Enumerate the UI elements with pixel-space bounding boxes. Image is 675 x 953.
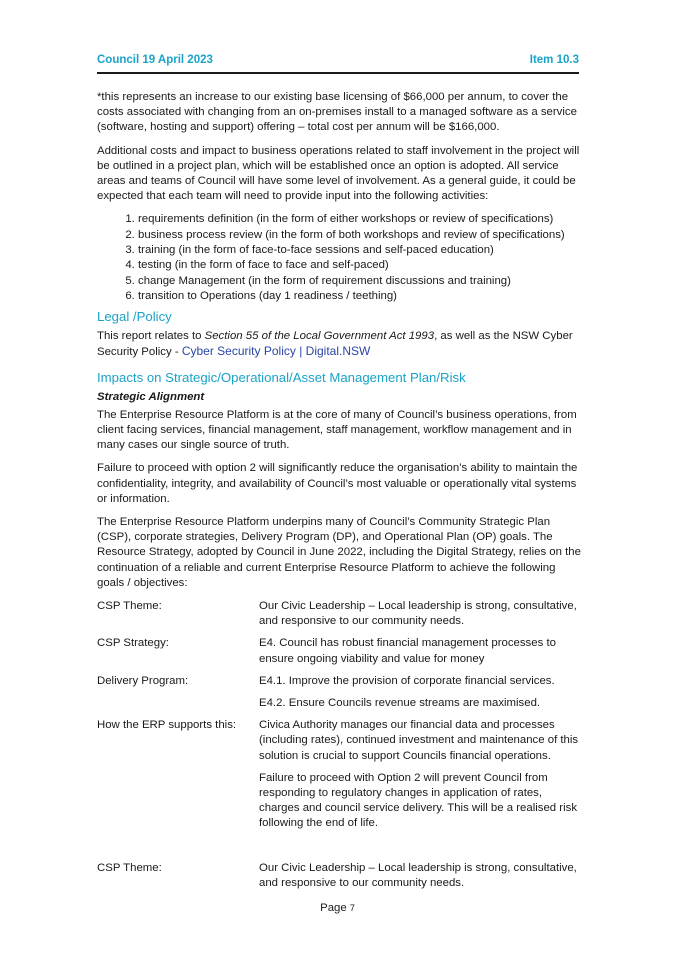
alignment-value [259,674,582,711]
additional-costs-paragraph: Additional costs and impact to business operations related to staff involvement in the project will be outlined in a project plan, which will be established once an option is adopted. All service areas and teams of Council will have some level of involvement. As a general guide, it could be expected that each team will need to provide input into the following activities: [97,144,580,203]
list-item: 1. requirements definition (in the form of either workshops or review of specifications) [138,212,582,227]
cyber-security-policy-link[interactable]: Cyber Security Policy | Digital.NSW [181,344,371,359]
act-reference: Section 55 of the Local Government Act 1993 [204,330,435,343]
erp-underpins-paragraph: The Enterprise Resource Platform underpins many of Council’s Community Strategic Plan (CSP), corporate strategies, Delivery Program (DP), and Operational Plan (OP) goals. The Resource Strategy, adopted by Council in June 2022, including the Digital Strategy, relies on the continuation of a reliable and current Enterprise Resource Platform to achieve the following goals / objectives: [97,516,581,589]
alignment-value [259,636,582,666]
list-item: 3. training (in the form of face-to-face sessions and self-paced education) [138,243,582,258]
alignment-label: How the ERP supports this: [97,719,237,732]
failure-paragraph: Failure to proceed with option 2 will significantly reduce the organisation’s ability to maintain the confidentiality, integrity, and availability of Council’s most valuable or operationally vital systems or information. [97,462,578,505]
header-meeting-date: Council 19 April 2023 [97,54,213,66]
page-footer [0,902,675,914]
alignment-row [97,636,582,666]
alignment-text: E4. Council has robust financial management processes to ensure ongoing viability and value for money [259,637,556,665]
alignment-label: CSP Theme: [97,600,162,613]
strategic-alignment-subheading: Strategic Alignment [97,390,205,403]
list-item: 4. testing (in the form of face to face and self-paced) [138,258,582,273]
alignment-row [97,861,582,891]
legal-paragraph [97,329,582,360]
licensing-paragraph: *this represents an increase to our existing base licensing of $66,000 per annum, to cover the costs associated with changing from an on-premises install to a managed software as a service (software, hosting and support) offering – total cost per annum will be $166,000. [97,91,577,134]
alignment-row [97,718,582,831]
erp-core-paragraph: The Enterprise Resource Platform is at the core of many of Council’s business operations, from client facing services, financial management, staff management, workflow management and in many cases our single source of truth. [97,408,577,452]
legal-policy-heading: Legal /Policy [97,309,172,325]
list-item: 5. change Management (in the form of requirement discussions and training) [138,274,582,289]
list-item: 6. transition to Operations (day 1 readiness / teething) [138,289,582,304]
alignment-text: Our Civic Leadership – Local leadership is strong, consultative, and responsive to our community needs. [259,600,577,628]
alignment-label: CSP Theme: [97,861,162,874]
section-spacer [97,839,582,861]
alignment-value [259,718,582,831]
alignment-text: E4.2. Ensure Councils revenue streams are maximised. [259,697,541,710]
alignment-label: Delivery Program: [97,674,189,687]
alignment-text: Our Civic Leadership – Local leadership is strong, consultative, and responsive to our community needs. [259,861,577,889]
alignment-value [259,599,582,629]
page-label: Page [320,902,347,914]
impacts-heading: Impacts on Strategic/Operational/Asset Management Plan/Risk [97,369,466,385]
activities-list [97,212,582,304]
header-item-number: Item 10.3 [529,54,579,66]
alignment-value [259,861,582,891]
legal-text-after: , as well as the NSW Cyber Security Policy - [97,330,573,359]
legal-text-before: This report relates to [97,330,205,343]
alignment-row [97,674,582,711]
page-number: 7 [349,903,355,913]
alignment-text: Civica Authority manages our financial data and processes (including rates), continued investment and maintenance of this solution is crucial to support Councils financial operations. [259,719,579,762]
page-header [97,52,579,74]
alignment-text: Failure to proceed with Option 2 will prevent Council from responding to regulatory changes in application of rates, charges and council service delivery. This will be a realised risk following the end of life. [259,771,578,830]
alignment-row [97,599,582,629]
alignment-label: CSP Strategy: [97,637,169,650]
document-body [97,90,582,898]
list-item: 2. business process review (in the form of both workshops and review of specifications) [138,228,582,243]
alignment-text: E4.1. Improve the provision of corporate financial services. [259,674,555,687]
